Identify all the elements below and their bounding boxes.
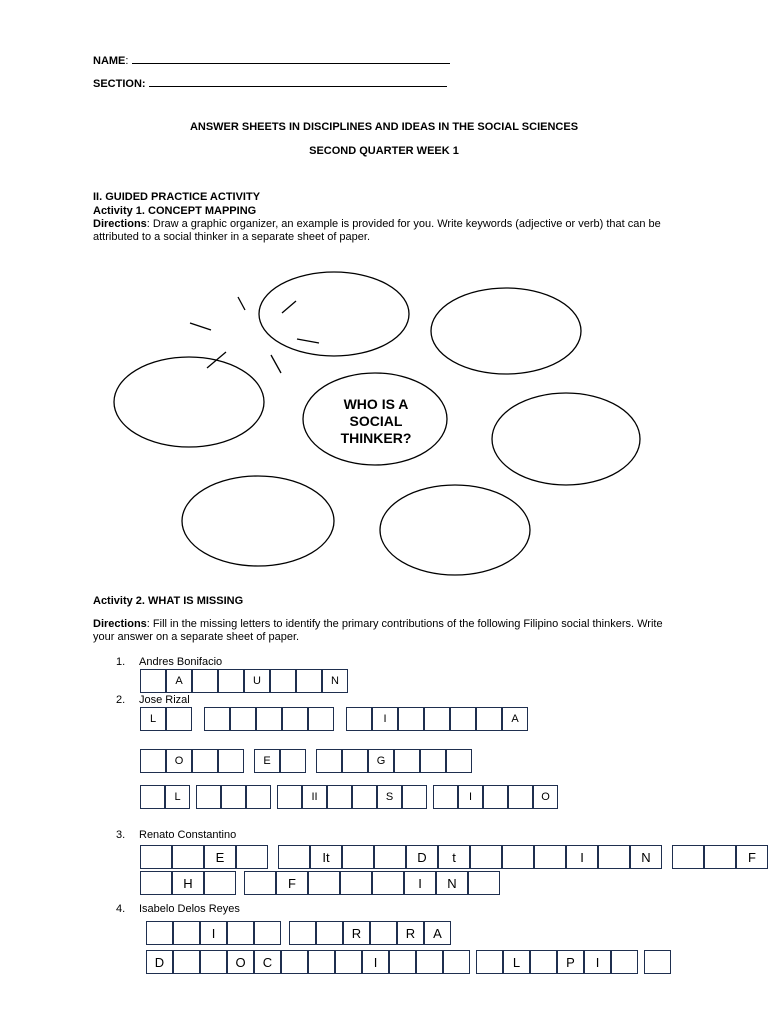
letter-box: D — [406, 845, 438, 869]
letter-box[interactable] — [289, 921, 316, 945]
letter-box[interactable] — [140, 749, 166, 773]
letter-box: D — [146, 950, 173, 974]
letter-box[interactable] — [146, 921, 173, 945]
letter-box[interactable] — [244, 871, 276, 895]
letter-box: L — [165, 785, 190, 809]
letter-box[interactable] — [192, 669, 218, 693]
letter-box: t — [438, 845, 470, 869]
letter-box: A — [502, 707, 528, 731]
letter-box[interactable] — [644, 950, 671, 974]
letter-box: P — [557, 950, 584, 974]
letter-box: E — [254, 749, 280, 773]
letter-box[interactable] — [254, 921, 281, 945]
letter-box[interactable] — [611, 950, 638, 974]
letter-box[interactable] — [204, 871, 236, 895]
letter-box: II — [302, 785, 327, 809]
letter-box: R — [343, 921, 370, 945]
item-number: 4. — [116, 903, 126, 915]
letter-box[interactable] — [476, 707, 502, 731]
letter-box[interactable] — [230, 707, 256, 731]
letter-box: G — [368, 749, 394, 773]
letter-box[interactable] — [508, 785, 533, 809]
section-label: SECTION: — [93, 78, 149, 90]
letter-box[interactable] — [172, 845, 204, 869]
letter-box[interactable] — [280, 749, 306, 773]
letter-box: I — [372, 707, 398, 731]
item-label-rizal: Jose Rizal — [139, 694, 190, 706]
letter-box[interactable] — [394, 749, 420, 773]
letter-box: O — [227, 950, 254, 974]
letter-box[interactable] — [204, 707, 230, 731]
letter-box[interactable] — [196, 785, 221, 809]
letter-box[interactable] — [342, 845, 374, 869]
letter-box: S — [377, 785, 402, 809]
letter-box[interactable] — [173, 921, 200, 945]
bubble-bottom-right[interactable] — [380, 485, 530, 575]
letter-box[interactable] — [502, 845, 534, 869]
letter-box[interactable] — [296, 669, 322, 693]
letter-box[interactable] — [446, 749, 472, 773]
letter-box[interactable] — [316, 749, 342, 773]
letter-box[interactable] — [420, 749, 446, 773]
item-label-bonifacio: Andres Bonifacio — [139, 656, 223, 668]
letter-box[interactable] — [352, 785, 377, 809]
letter-box[interactable] — [173, 950, 200, 974]
letter-box[interactable] — [308, 871, 340, 895]
letter-box: A — [166, 669, 192, 693]
item-label-constantino: Renato Constantino — [139, 829, 237, 841]
bubble-left[interactable] — [114, 357, 264, 447]
doc-title: ANSWER SHEETS IN DISCIPLINES AND IDEAS IN THE SOCIAL SCIENCES — [189, 121, 579, 133]
letter-box: O — [166, 749, 192, 773]
letter-box[interactable] — [316, 921, 343, 945]
letter-box: I — [404, 871, 436, 895]
letter-box[interactable] — [140, 845, 172, 869]
item-number: 3. — [116, 829, 126, 841]
letter-box[interactable] — [450, 707, 476, 731]
letter-box[interactable] — [166, 707, 192, 731]
letter-box[interactable] — [200, 950, 227, 974]
directions-label: Directions — [93, 218, 147, 230]
letter-box[interactable] — [346, 707, 372, 731]
letter-box: F — [736, 845, 768, 869]
letter-box[interactable] — [192, 749, 218, 773]
letter-box: I — [458, 785, 483, 809]
doc-subtitle: SECOND QUARTER WEEK 1 — [309, 145, 459, 157]
ray-3 — [207, 352, 226, 368]
letter-box[interactable] — [402, 785, 427, 809]
letter-box[interactable] — [370, 921, 397, 945]
center-line-2: SOCIAL — [349, 413, 403, 429]
letter-box[interactable] — [140, 871, 172, 895]
section-heading: II. GUIDED PRACTICE ACTIVITY — [93, 191, 261, 203]
letter-box: I — [566, 845, 598, 869]
letter-box[interactable] — [140, 785, 165, 809]
letter-box[interactable] — [534, 845, 566, 869]
letter-box[interactable] — [140, 669, 166, 693]
bubble-right[interactable] — [492, 393, 640, 485]
letter-box: I — [584, 950, 611, 974]
bubble-top-right[interactable] — [431, 288, 581, 374]
letter-box[interactable] — [278, 845, 310, 869]
letter-box[interactable] — [335, 950, 362, 974]
letter-box[interactable] — [342, 749, 368, 773]
letter-box: N — [436, 871, 468, 895]
ray-4 — [271, 355, 281, 373]
letter-box[interactable] — [672, 845, 704, 869]
letter-box[interactable] — [227, 921, 254, 945]
letter-box: C — [254, 950, 281, 974]
letter-box[interactable] — [218, 749, 244, 773]
letter-box[interactable] — [218, 669, 244, 693]
ray-5 — [282, 301, 296, 313]
letter-box[interactable] — [308, 950, 335, 974]
name-label: NAME — [93, 55, 126, 67]
item-number: 2. — [116, 694, 126, 706]
letter-box[interactable] — [468, 871, 500, 895]
activity2-directions — [93, 618, 673, 644]
bubble-top[interactable] — [259, 272, 409, 356]
letter-box: E — [204, 845, 236, 869]
letter-box[interactable] — [483, 785, 508, 809]
letter-box[interactable] — [398, 707, 424, 731]
directions-text: : Draw a graphic organizer, an example is provided for you. Write keywords (adjective or verb) that can be attributed to a social thinker in a separate sheet of paper. — [93, 218, 661, 243]
letter-box[interactable] — [433, 785, 458, 809]
letter-box[interactable] — [236, 845, 268, 869]
letter-box[interactable] — [308, 707, 334, 731]
letter-box: F — [276, 871, 308, 895]
letter-box: O — [533, 785, 558, 809]
letter-box: L — [140, 707, 166, 731]
item-label-delos-reyes: Isabelo Delos Reyes — [139, 903, 240, 915]
letter-box[interactable] — [530, 950, 557, 974]
letter-box: I — [362, 950, 389, 974]
letter-box[interactable] — [340, 871, 372, 895]
letter-box[interactable] — [443, 950, 470, 974]
letter-box[interactable] — [598, 845, 630, 869]
letter-box: I — [200, 921, 227, 945]
ray-6 — [297, 339, 319, 343]
center-line-3: THINKER? — [340, 430, 412, 446]
bubble-bottom-left[interactable] — [182, 476, 334, 566]
letter-box[interactable] — [416, 950, 443, 974]
letter-box: A — [424, 921, 451, 945]
letter-box[interactable] — [256, 707, 282, 731]
letter-box: N — [322, 669, 348, 693]
letter-box[interactable] — [281, 950, 308, 974]
letter-box: H — [172, 871, 204, 895]
letter-box[interactable] — [221, 785, 246, 809]
directions-text: : Fill in the missing letters to identify the primary contributions of the following Filipino social thinkers. Write your answer on a separate sheet of paper. — [93, 618, 663, 643]
letter-box[interactable] — [424, 707, 450, 731]
letter-box[interactable] — [282, 707, 308, 731]
activity2-title: Activity 2. WHAT IS MISSING — [93, 595, 244, 607]
ray-1 — [238, 297, 245, 310]
letter-box: R — [397, 921, 424, 945]
letter-box[interactable] — [389, 950, 416, 974]
letter-box: It — [310, 845, 342, 869]
letter-box[interactable] — [704, 845, 736, 869]
letter-box[interactable] — [270, 669, 296, 693]
letter-box: U — [244, 669, 270, 693]
letter-box[interactable] — [476, 950, 503, 974]
letter-box[interactable] — [372, 871, 404, 895]
letter-box: N — [630, 845, 662, 869]
letter-box[interactable] — [246, 785, 271, 809]
center-line-1: WHO IS A — [343, 396, 409, 412]
activity1-title: Activity 1. CONCEPT MAPPING — [93, 205, 257, 217]
letter-box[interactable] — [374, 845, 406, 869]
item-number: 1. — [116, 656, 126, 668]
letter-box: L — [503, 950, 530, 974]
ray-2 — [190, 323, 211, 330]
letter-box[interactable] — [470, 845, 502, 869]
directions-label: Directions — [93, 618, 147, 630]
letter-box[interactable] — [327, 785, 352, 809]
letter-box[interactable] — [277, 785, 302, 809]
name-colon: : — [125, 55, 132, 67]
